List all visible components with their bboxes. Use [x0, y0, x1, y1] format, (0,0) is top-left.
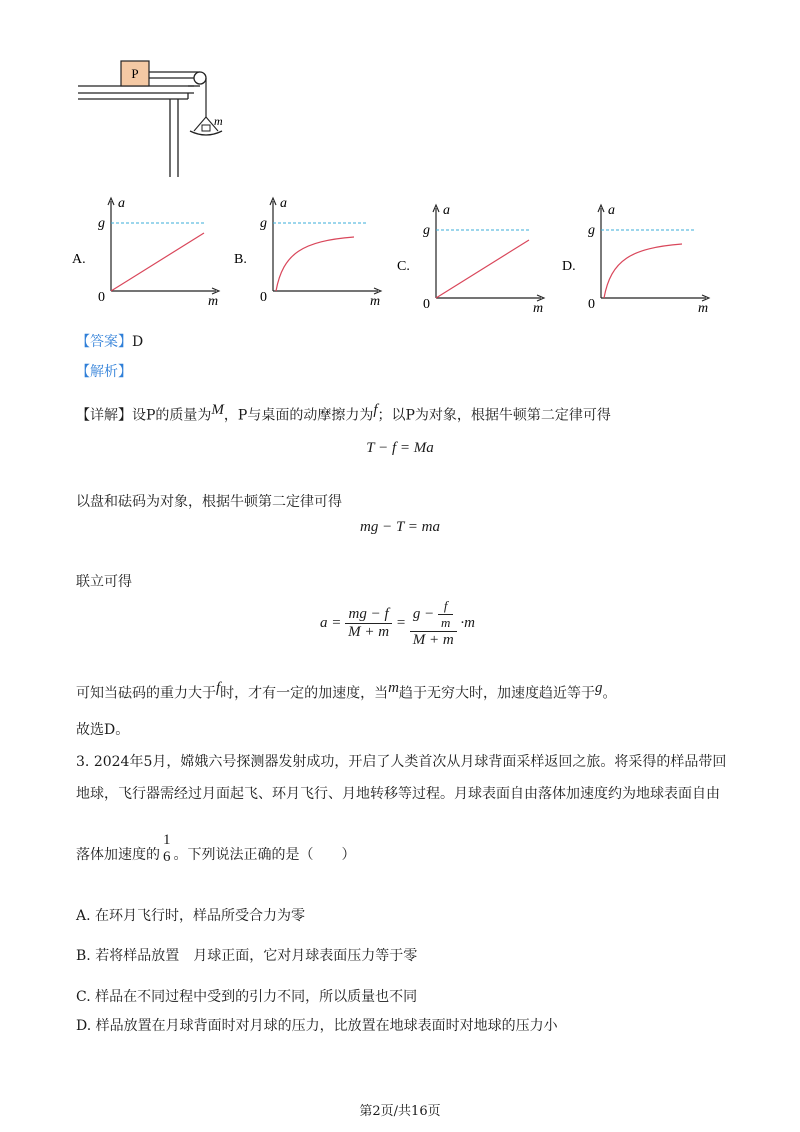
symbol-M: M — [211, 402, 224, 418]
g-label: g — [423, 223, 430, 238]
symbol-g: g — [595, 680, 603, 696]
option-c[interactable] — [76, 986, 417, 1006]
option-text: 若将样品放置 月球正面，它对月球表面压力等于零 — [95, 948, 418, 964]
x-axis-label: m — [370, 294, 381, 309]
y-axis-label: a — [608, 203, 615, 218]
y-axis-label: a — [443, 203, 450, 218]
symbol-f: f — [373, 402, 378, 418]
apparatus-figure — [70, 55, 240, 180]
option-text: 在环月飞行时，样品所受合力为零 — [95, 908, 306, 924]
answer-tag: 【答案】 — [76, 334, 132, 350]
eq3-tail: ·m — [460, 614, 475, 631]
svg-text:P: P — [131, 66, 139, 81]
graph-curve — [276, 237, 354, 291]
line-3: 联立可得 — [76, 574, 132, 590]
option-label: D. — [562, 259, 576, 274]
graph-line — [436, 240, 529, 298]
weight-pan — [190, 131, 222, 135]
eq3-lhs: a = — [320, 614, 342, 631]
detail-tag: 【详解】 — [76, 407, 132, 424]
option-a[interactable] — [76, 905, 305, 925]
origin-label: 0 — [588, 297, 595, 312]
graph-curve — [604, 244, 682, 298]
eq3-equals: = — [395, 614, 406, 631]
detail-text-3: ；以P为对象，根据牛顿第二定律可得 — [377, 407, 611, 424]
origin-label: 0 — [260, 290, 267, 305]
y-axis-label: a — [118, 196, 125, 211]
answer-line — [76, 331, 143, 351]
g-label: g — [588, 223, 595, 238]
g-label: g — [98, 216, 105, 231]
detail-text-2: ，P与桌面的动摩擦力为 — [223, 407, 374, 424]
graph-line — [111, 233, 204, 291]
pulley — [194, 72, 206, 84]
question-3-line-3: 落体加速度的 1 6 。下列说法正确的是（ ） — [76, 832, 356, 865]
g-label: g — [260, 216, 267, 231]
question-3-line-1: 3. 2024年5月，嫦娥六号探测器发射成功，开启了人类首次从月球背面采样返回之旅。将采得的样品带回 — [76, 754, 727, 770]
line-2: 以盘和砝码为对象，根据牛顿第二定律可得 — [76, 494, 342, 510]
question-3-line-2: 地球，飞行器需经过月面起飞、环月飞行、月地转移等过程。月球表面自由落体加速度约为地球表面自由 — [76, 786, 720, 802]
origin-label: 0 — [98, 290, 105, 305]
x-axis-label: m — [208, 294, 219, 309]
symbol-f-2: f — [216, 680, 221, 696]
line-4: 可知当砝码的重力大于$^f$时，才有一定的加速度，当$^m$趋于无穷大时，加速度趋近等于$^g$。 — [76, 680, 617, 702]
weight — [202, 125, 210, 131]
question-number: 3. — [76, 754, 90, 770]
detail-line — [76, 402, 611, 425]
eq3-fraction-2: g − $\frac{f}{m}$ M + m — [410, 598, 457, 649]
option-key: D. — [76, 1018, 92, 1034]
option-label: A. — [72, 252, 86, 267]
option-d[interactable] — [76, 1015, 558, 1035]
answer-value: D — [132, 334, 144, 350]
equation-3 — [320, 598, 475, 649]
graph-option-a — [70, 193, 230, 311]
page-footer: 第2页/共16页 — [359, 1104, 441, 1119]
option-b[interactable] — [76, 945, 417, 965]
option-key: B. — [76, 948, 91, 964]
option-text: 样品在不同过程中受到的引力不同，所以质量也不同 — [95, 989, 418, 1005]
x-axis-label: m — [533, 301, 544, 316]
origin-label: 0 — [423, 297, 430, 312]
symbol-m: m — [388, 680, 400, 696]
analysis-tag: 【解析】 — [76, 364, 132, 380]
graph-option-c — [395, 200, 555, 318]
fraction-one-sixth: 1 6 — [163, 832, 171, 865]
x-axis-label: m — [698, 301, 709, 316]
option-label: C. — [397, 259, 410, 274]
y-axis-label: a — [280, 196, 287, 211]
equation-2: mg − T = ma — [360, 519, 440, 535]
option-key: A. — [76, 908, 91, 924]
eq3-fraction-1: $\frac{mg - f}{M + m}$ — [345, 606, 392, 641]
equation-1: T − f = Ma — [366, 440, 434, 456]
graph-option-d — [560, 200, 720, 318]
option-key: C. — [76, 989, 91, 1005]
conclusion: 故选D。 — [76, 722, 130, 738]
svg-text:m: m — [214, 114, 223, 128]
option-label: B. — [234, 252, 247, 267]
graph-option-b — [232, 193, 392, 311]
option-text: 样品放置在月球背面时对月球的压力，比放置在地球表面时对地球的压力小 — [95, 1018, 558, 1034]
detail-text-1: 设P的质量为 — [132, 407, 212, 424]
